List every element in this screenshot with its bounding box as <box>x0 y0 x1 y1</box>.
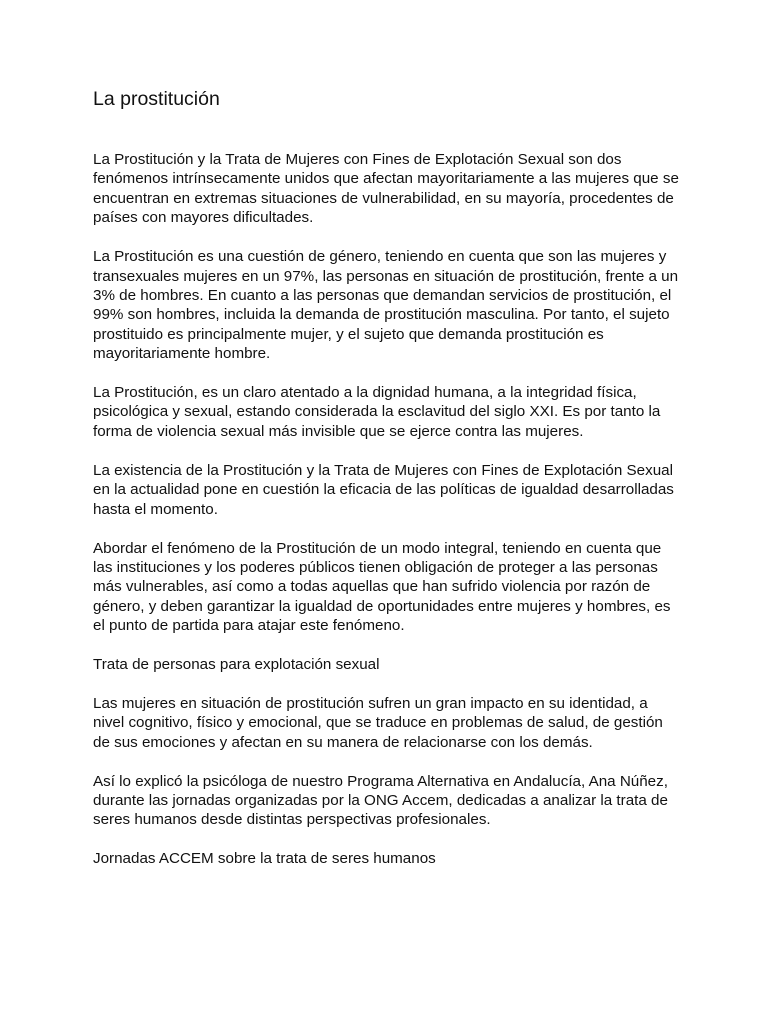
paragraph-jornadas: Jornadas ACCEM sobre la trata de seres humanos <box>93 850 436 868</box>
subheading-trafficking: Trata de personas para explotación sexual <box>93 656 380 674</box>
paragraph-dignity: La Prostitución, es un claro atentado a la dignidad humana, a la integridad física, psicológica y sexual, estando considerada la esclavitud del siglo XXI. Es por tanto la forma de violencia sexual más invisible que se ejerce contra las mujeres. <box>93 384 661 440</box>
document-title: La prostitución <box>93 88 220 110</box>
paragraph-psychologist: Así lo explicó la psicóloga de nuestro Programa Alternativa en Andalucía, Ana Núñez, durante las jornadas organizadas por la ONG Accem, dedicadas a analizar la trata de seres humanos desde distintas perspectivas profesionales. <box>93 772 668 829</box>
paragraph-impact: Las mujeres en situación de prostitución sufren un gran impacto en su identidad, a nivel cognitivo, físico y emocional, que se traduce en problemas de salud, de gestión de sus emociones y afectan en su manera de relacionarse con los demás. <box>93 694 663 751</box>
paragraph-intro: La Prostitución y la Trata de Mujeres con Fines de Explotación Sexual son dos fenómenos intrínsecamente unidos que afectan mayoritariamente a las mujeres que se encuentran en extremas situaciones de vulnerabilidad, en su mayoría, procedentes de países con mayores dificultades. <box>93 151 679 227</box>
paragraph-approach: Abordar el fenómeno de la Prostitución de un modo integral, teniendo en cuenta que las instituciones y los poderes públicos tienen obligación de proteger a las personas más vulnerables, así como a todas aquellas que han sufrido violencia por razón de género, y deben garantizar la igualdad de oportunidades entre mujeres y hombres, es el punto de partida para atajar este fenómeno. <box>93 539 671 635</box>
paragraph-policies: La existencia de la Prostitución y la Trata de Mujeres con Fines de Explotación Sexual en la actualidad pone en cuestión la eficacia de las políticas de igualdad desarrolladas hasta el momento. <box>93 461 674 518</box>
document-body <box>93 150 683 888</box>
paragraph-gender: La Prostitución es una cuestión de género, teniendo en cuenta que son las mujeres y transexuales mujeres en un 97%, las personas en situación de prostitución, frente a un 3% de hombres. En cuanto a las personas que demandan servicios de prostitución, el 99% son hombres, incluida la demanda de prostitución masculina. Por tanto, el sujeto prostituido es principalmente mujer, y el sujeto que demanda prostitución es mayoritariamente hombre. <box>93 248 679 363</box>
